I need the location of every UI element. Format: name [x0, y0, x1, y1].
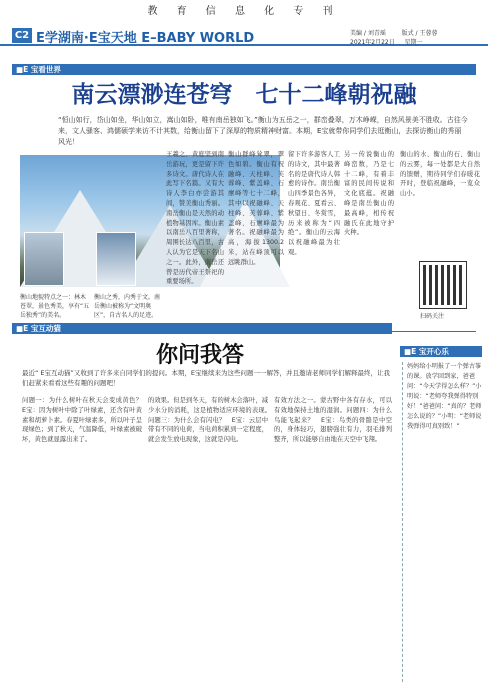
main-headline: 南云漂渺连苍穹 七十二峰朝祝融 [71, 82, 417, 108]
photo-caption-left: 衡山地貌特点之一：林木苍翠，景色秀美，享有“五岳独秀”的美名。 [20, 294, 90, 319]
qr-code-icon[interactable] [420, 262, 466, 308]
joke-text: 妈妈给小明报了一个弹古筝的课。放学回到家，爸爸问：“今天学得怎么样？”小明说：“老师夸我弹得特别好！”爸爸问：“真的？老师怎么说的？”小明：“老师说我弹得可真别致！” [402, 362, 482, 682]
qr-caption: 扫码关注 [420, 313, 445, 320]
qa-column-3: 有效方法之一。蒙古野中各有存水，可以有效地保持土地的湿润。问题四：为什么鸟能飞起来？ E宝：鸟类的骨骼是中空的，身体轻巧，翅膀强壮有力，羽毛排列整齐，所以能够自由地在天空中飞翔。 [274, 397, 392, 444]
lead-paragraph: “恒山如行，岱山如坐，华山如立，嵩山如卧，唯有南岳独如飞。”衡山为五岳之一，群峦叠翠，万木峥嵘，自然风景美不胜收。古往今来，文人骚客、鸿儒硕学来访不计其数，给衡山留下了深厚的物质精神财富。本期，E宝就带你同学们去逛衡山，去探访衡山的秀丽风光！ [58, 116, 468, 146]
inset-photo-forest [24, 232, 64, 286]
editor-line: 美编 / 刘青瑶 版式 / 王蓉蓉 [350, 30, 438, 37]
section-title: E学湖南·E宝天地 E–BABY WORLD [36, 31, 255, 46]
joke-bar: ■E 宝开心乐 [400, 346, 482, 357]
date-line: 2021年2月22日 星期一 [350, 39, 423, 46]
section-bar-interactive: ■E 宝互动猫 [12, 323, 392, 334]
article-column-4: 另一传说衡山的峰峦数，乃是七十二峰，有着丰富的民间传说和文化底蕴。祝融峰是南岳衡山的最高峰，相传祝融氏在此地守护火种。 [344, 151, 394, 237]
qa-headline: 你问我答 [155, 343, 244, 368]
masthead-slogan: 教 育 信 息 化 专 刊 [147, 6, 341, 17]
article-column-1: 王羲之、黄庭坚到南岳游玩，更是留下许多诗文。唐代诗人在此写下名篇。又有大诗人李白亦尝游其间，赞美衡山秀丽。南岳衡山是天然的动植物基因库。衡山素以南岳八百里著称，周围长达八百里，古人认为它是天下名山之一。此外，南岳还曾是历代帝王祭祀的重要场所。 [166, 151, 224, 286]
qa-column-1: 问题一：为什么树叶在秋天会变成黄色？ E宝：因为树叶中除了叶绿素，还含有叶黄素和胡萝卜素。春夏叶绿素多，所以叶子呈现绿色；到了秋天，气温降低，叶绿素被破坏，黄色就显露出来了。 [22, 397, 149, 444]
qa-column-2: 的效果。但是到冬天，有的树木会落叶，减少水分的消耗，这是植物适应环境的表现。 问题三：为什么会有闪电？ E宝：云层中带有不同的电荷，当电荷积累到一定程度，就会发生放电现象，这就是闪电。 [148, 397, 275, 444]
article-column-3: 留下许多游客人工的诗文，其中最著名的是唐代诗人韩愈的诗作。南岳衡山四季景色各异，春观花、夏看云、秋望日、冬赏雪，历来被称为“四绝”。衡山的云海以祝融峰最为壮观。 [288, 151, 340, 256]
article-column-2: 衡山群峰耸翠，翠色如碧。衡山有祝融峰、天柱峰、芙蓉峰、紫盖峰、石廪峰等七十二峰，其中以祝融峰、天柱峰、芙蓉峰、紫盖峰、石廪峰最为著名。祝融峰最为高，海拔1300.2米，站在峰顶可以远眺群山。 [228, 151, 284, 266]
inset-photo-peak [96, 232, 136, 286]
section-bar-world: ■E 宝看世界 [12, 64, 476, 75]
page-number: C2 [12, 28, 32, 43]
photo-caption-mid: 衡山之秀，内秀于文。南岳衡山被称为“文明奥区”，自古名人的足迹。 [94, 294, 161, 319]
sidebar-text: 衡山的水、衡山的石、衡山的云雾，每一处都是大自然的馈赠，期待同学们春暖花开时，登临祝融峰，一览众山小。 [400, 151, 480, 198]
qa-intro: 最近“ E宝互动猫”又收到了许多来自同学们的提问。本期，E宝继续来为这些问题一一解答，并且邀请老师同学们解释最终，让我们赶紧来看看这些有趣的问题吧！ [22, 369, 391, 387]
